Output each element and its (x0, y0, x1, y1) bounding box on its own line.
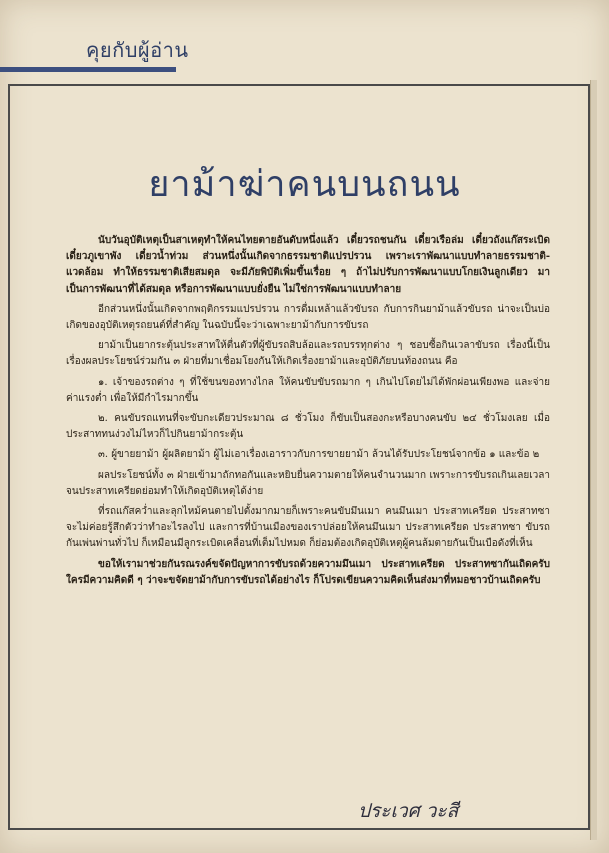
article-body (66, 233, 550, 593)
paragraph-amphetamine: ยาม้าเป็นยากระตุ้นประสาทให้ตื่นตัวที่ผู้ขับรถสิบล้อและรถบรรทุกต่าง ๆ ชอบซื้อกินเวลาขับรถ เรื่องนี้เป็นเรื่องผลประโยชน์ร่วมกัน ๓ ฝ่ายที่มาเชื่อมโยงกันให้เกิดเรื่องยาม้าและอุบัติภัยบนท้องถนน คือ (66, 340, 550, 368)
article-headline: ยาม้าฆ่าคนบนถนน (148, 164, 461, 205)
author-signature: ประเวศ วะสี (358, 800, 459, 822)
list-item-drivers: ๒. คนขับรถแทนที่จะขับกะเดียวประมาณ ๘ ชั่วโมง ก็ขับเป็นสองกะหรือบางคนขับ ๒๔ ชั่วโมงเลย เมื่อประสาททนง่วงไม่ไหวก็ไปกินยาม้ากระตุ้น (66, 413, 550, 441)
column-title: คุยกับผู้อ่าน (86, 38, 189, 62)
list-item-sellers: ๓. ผู้ขายยาม้า ผู้ผลิตยาม้า ผู้ไม่เอาเรื่องเอาราวกับการขายยาม้า ล้วนได้รับประโยชน์จากข้อ ๑ และข้อ ๒ (98, 449, 540, 461)
paragraph-gas-truck: ที่รถแก๊สคว่ำและลุกไหม้คนตายไปตั้งมากมายก็เพราะคนขับมึนเมา คนมึนเมา ประสาทเครียด ประสาทซาจะไม่ค่อยรู้สึกตัวว่าทำอะไรลงไป และการที่บ้านเมืองของเราปล่อยให้คนมึนเมา ประสาทเครียด ประสาทซา ขับรถกันเพ่นพ่านทั่วไป ก็เหมือนมีลูกระเบิดเคลื่อนที่เต็มไปหมด ก็ย่อมต้องเกิดอุบัติเหตุผู้คนล้มตายกันเป็นเบือดังที่เห็น (66, 506, 550, 550)
paragraph-three-parties: ผลประโยชน์ทั้ง ๓ ฝ่ายเข้ามาถักทอกันและหยิบยื่นความตายให้คนจำนวนมาก เพราะการขับรถเกินเลยเวลาจนประสาทเครียดย่อมทำให้เกิดอุบัติเหตุได้ง่าย (66, 469, 550, 497)
title-underline (0, 67, 176, 72)
list-item-owners: ๑. เจ้าของรถต่าง ๆ ที่ใช้ขนของทางไกล ให้คนขับขับรถมาก ๆ เกินไปโดยไม่ได้พักผ่อนเพียงพอ และจ่ายค่าแรงต่ำ เพื่อให้มีกำไรมากขึ้น (66, 376, 550, 404)
paragraph-behaviour: อีกส่วนหนึ่งนั้นเกิดจากพฤติกรรมแปรปรวน การดื่มเหล้าแล้วขับรถ กับการกินยาม้าแล้วขับรถ น่าจะเป็นบ่อเกิดของอุบัติเหตุรถยนต์ที่สำคัญ ในฉบับนี้จะว่าเฉพาะยาม้ากับการขับรถ (66, 303, 550, 332)
paragraph-call-to-action: ขอให้เรามาช่วยกันรณรงค์ขจัดปัญหาการขับรถด้วยความมึนเมา ประสาทเครียด ประสาทซากันเถิดครับ ใครมีความคิดดี ๆ ว่าจะขจัดยาม้ากับการขับรถได้อย่างไร ก็โปรดเขียนความคิดเห็นส่งมาที่หมอชาวบ้านเถิดครับ (66, 558, 550, 586)
paragraph-intro: นับวันอุบัติเหตุเป็นสาเหตุทำให้คนไทยตายอันดับหนึ่งแล้ว เดี๋ยวรถชนกัน เดี๋ยวเรือล่ม เดี๋ยวถังแก๊สระเบิด เดี๋ยวภูเขาพัง เดี๋ยวน้ำท่วม ส่วนหนึ่งนั้นเกิดจากธรรมชาติแปรปรวน เพราะเราพัฒนาแบบทำลายธรรมชาติ-แวดล้อม ทำให้ธรรมชาติเสียสมดุล จะมีภัยพิบัติเพิ่มขึ้นเรื่อย ๆ ถ้าไม่ปรับการพัฒนาแบบโกยเงินลูกเดียว มาเป็นการพัฒนาที่ได้สมดุล หรือการพัฒนาแบบยั่งยืน ไม่ใช่การพัฒนาแบบทำลาย (66, 235, 550, 295)
